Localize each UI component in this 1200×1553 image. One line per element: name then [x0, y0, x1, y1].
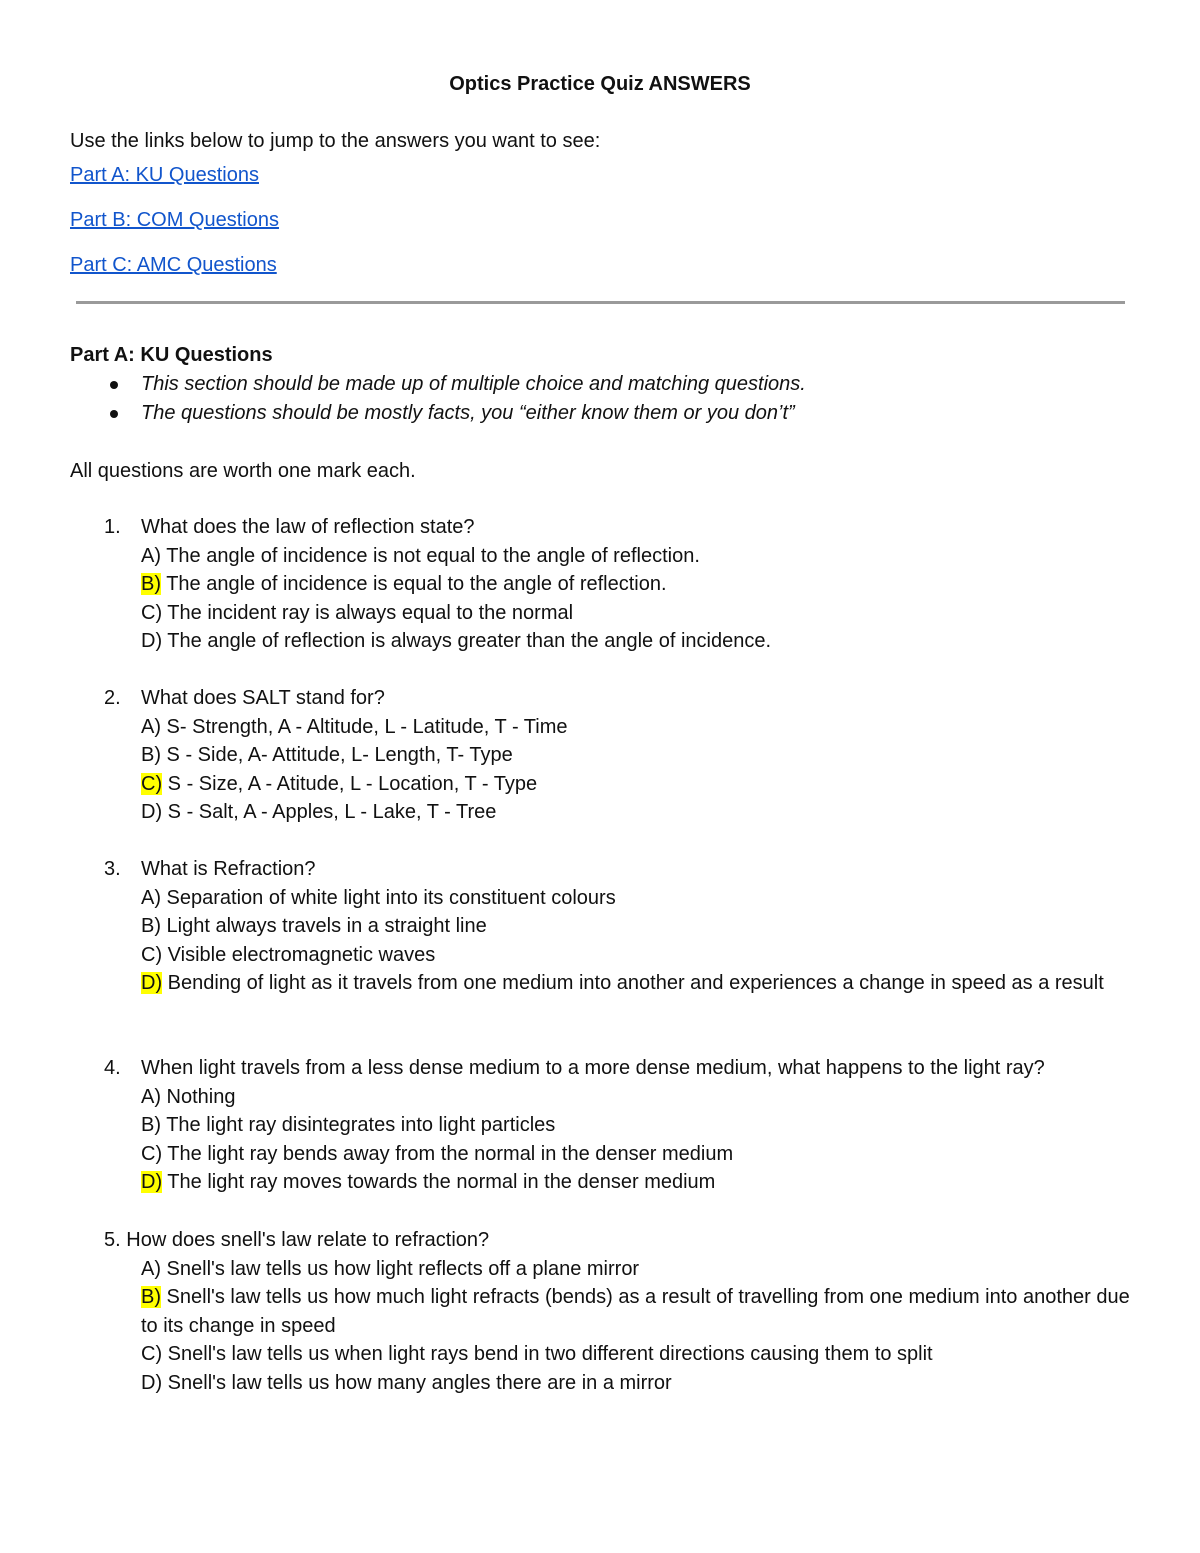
bullet-icon — [110, 410, 118, 418]
question-number: 3. — [104, 858, 121, 880]
option-a[interactable] — [141, 884, 1140, 913]
option-text: Light always travels in a straight line — [161, 915, 487, 938]
option-b[interactable] — [141, 912, 1140, 941]
option-d[interactable] — [141, 627, 1140, 656]
option-a[interactable] — [141, 1255, 1140, 1284]
option-a[interactable] — [141, 542, 1140, 571]
option-letter: B) — [141, 744, 161, 767]
question-number: 1. — [104, 516, 121, 538]
question-number: 4. — [104, 1057, 121, 1079]
option-text: Separation of white light into its constituent colours — [161, 886, 616, 909]
option-text: Snell's law tells us when light rays bend in two different directions causing them to split — [162, 1343, 933, 1366]
option-b[interactable] — [141, 570, 1140, 599]
answer-highlight: C) — [141, 772, 163, 795]
question-text: What does SALT stand for? — [141, 687, 385, 709]
option-c[interactable] — [141, 1340, 1140, 1369]
option-text: Nothing — [161, 1085, 236, 1108]
option-letter: C) — [141, 943, 163, 966]
option-text: The incident ray is always equal to the normal — [162, 601, 574, 624]
link-part-c[interactable]: Part C: AMC Questions — [70, 254, 277, 276]
answer-highlight: B) — [141, 1286, 161, 1309]
option-text: S - Salt, A - Apples, L - Lake, T - Tree — [162, 801, 497, 824]
horizontal-divider — [76, 301, 1125, 304]
option-letter: B) — [141, 915, 161, 938]
option-text: Bending of light as it travels from one medium into another and experiences a change in speed as a result — [162, 972, 1104, 995]
option-text: The angle of incidence is equal to the angle of reflection. — [161, 573, 667, 596]
answer-highlight: B) — [141, 573, 161, 596]
question-2 — [70, 684, 1140, 827]
option-text: The angle of reflection is always greater than the angle of incidence. — [162, 630, 772, 653]
option-b[interactable] — [141, 1283, 1140, 1340]
option-letter: C) — [141, 1343, 163, 1366]
option-text: Snell's law tells us how many angles there are in a mirror — [162, 1371, 672, 1394]
option-text: Visible electromagnetic waves — [162, 943, 436, 966]
section-instructions — [70, 371, 806, 428]
link-part-b[interactable]: Part B: COM Questions — [70, 209, 279, 231]
option-d[interactable] — [141, 798, 1140, 827]
instruction-item — [70, 400, 806, 429]
option-letter: D) — [141, 801, 163, 824]
option-letter: A) — [141, 544, 161, 567]
option-text: S - Side, A- Attitude, L- Length, T- Type — [161, 744, 513, 767]
intro-text: Use the links below to jump to the answers you want to see: — [70, 130, 601, 152]
option-b[interactable] — [141, 741, 1140, 770]
option-a[interactable] — [141, 1083, 1140, 1112]
question-text: When light travels from a less dense medium to a more dense medium, what happens to the light ray? — [141, 1057, 1045, 1079]
option-c[interactable] — [141, 599, 1140, 628]
question-5 — [70, 1226, 1140, 1398]
option-letter: A) — [141, 715, 161, 738]
question-1 — [70, 513, 1140, 656]
question-text: How does snell's law relate to refraction? — [126, 1229, 490, 1251]
option-text: S- Strength, A - Altitude, L - Latitude, T - Time — [161, 715, 568, 738]
question-text: What does the law of reflection state? — [141, 516, 475, 538]
option-text: Snell's law tells us how light reflects off a plane mirror — [161, 1257, 640, 1280]
instruction-text: This section should be made up of multiple choice and matching questions. — [141, 373, 806, 395]
option-letter: C) — [141, 601, 163, 624]
option-letter: D) — [141, 630, 163, 653]
question-number: 2. — [104, 687, 121, 709]
document-title: Optics Practice Quiz ANSWERS — [449, 73, 751, 95]
option-c[interactable] — [141, 770, 1140, 799]
link-part-a[interactable]: Part A: KU Questions — [70, 164, 259, 186]
instruction-text: The questions should be mostly facts, you “either know them or you don’t” — [141, 401, 795, 424]
option-text: Snell's law tells us how much light refracts (bends) as a result of travelling from one medium into another due to its change in speed — [141, 1286, 1130, 1337]
question-3 — [70, 855, 1140, 998]
option-d[interactable] — [141, 1168, 1140, 1197]
option-text: The angle of incidence is not equal to the angle of reflection. — [161, 544, 700, 567]
option-letter: A) — [141, 886, 161, 909]
question-4 — [70, 1054, 1140, 1197]
option-b[interactable] — [141, 1111, 1140, 1140]
answer-highlight: D) — [141, 972, 163, 995]
option-text: S - Size, A - Atitude, L - Location, T - Type — [162, 772, 538, 795]
option-a[interactable] — [141, 713, 1140, 742]
option-letter: D) — [141, 1371, 163, 1394]
option-letter: B) — [141, 1114, 161, 1137]
instruction-item — [70, 371, 806, 400]
option-c[interactable] — [141, 1140, 1140, 1169]
option-d[interactable] — [141, 1369, 1140, 1398]
question-line — [70, 1226, 1140, 1255]
option-d[interactable] — [141, 969, 1140, 998]
marks-note: All questions are worth one mark each. — [70, 460, 416, 482]
option-c[interactable] — [141, 941, 1140, 970]
question-number: 5. — [104, 1229, 121, 1251]
option-letter: A) — [141, 1085, 161, 1108]
option-text: The light ray bends away from the normal in the denser medium — [162, 1142, 734, 1165]
section-heading-part-a: Part A: KU Questions — [70, 344, 273, 366]
option-letter: C) — [141, 1142, 163, 1165]
option-text: The light ray moves towards the normal in the denser medium — [162, 1171, 716, 1194]
answer-highlight: D) — [141, 1171, 163, 1194]
option-letter: A) — [141, 1257, 161, 1280]
bullet-icon — [110, 381, 118, 389]
option-text: The light ray disintegrates into light particles — [161, 1114, 556, 1137]
question-text: What is Refraction? — [141, 858, 316, 880]
